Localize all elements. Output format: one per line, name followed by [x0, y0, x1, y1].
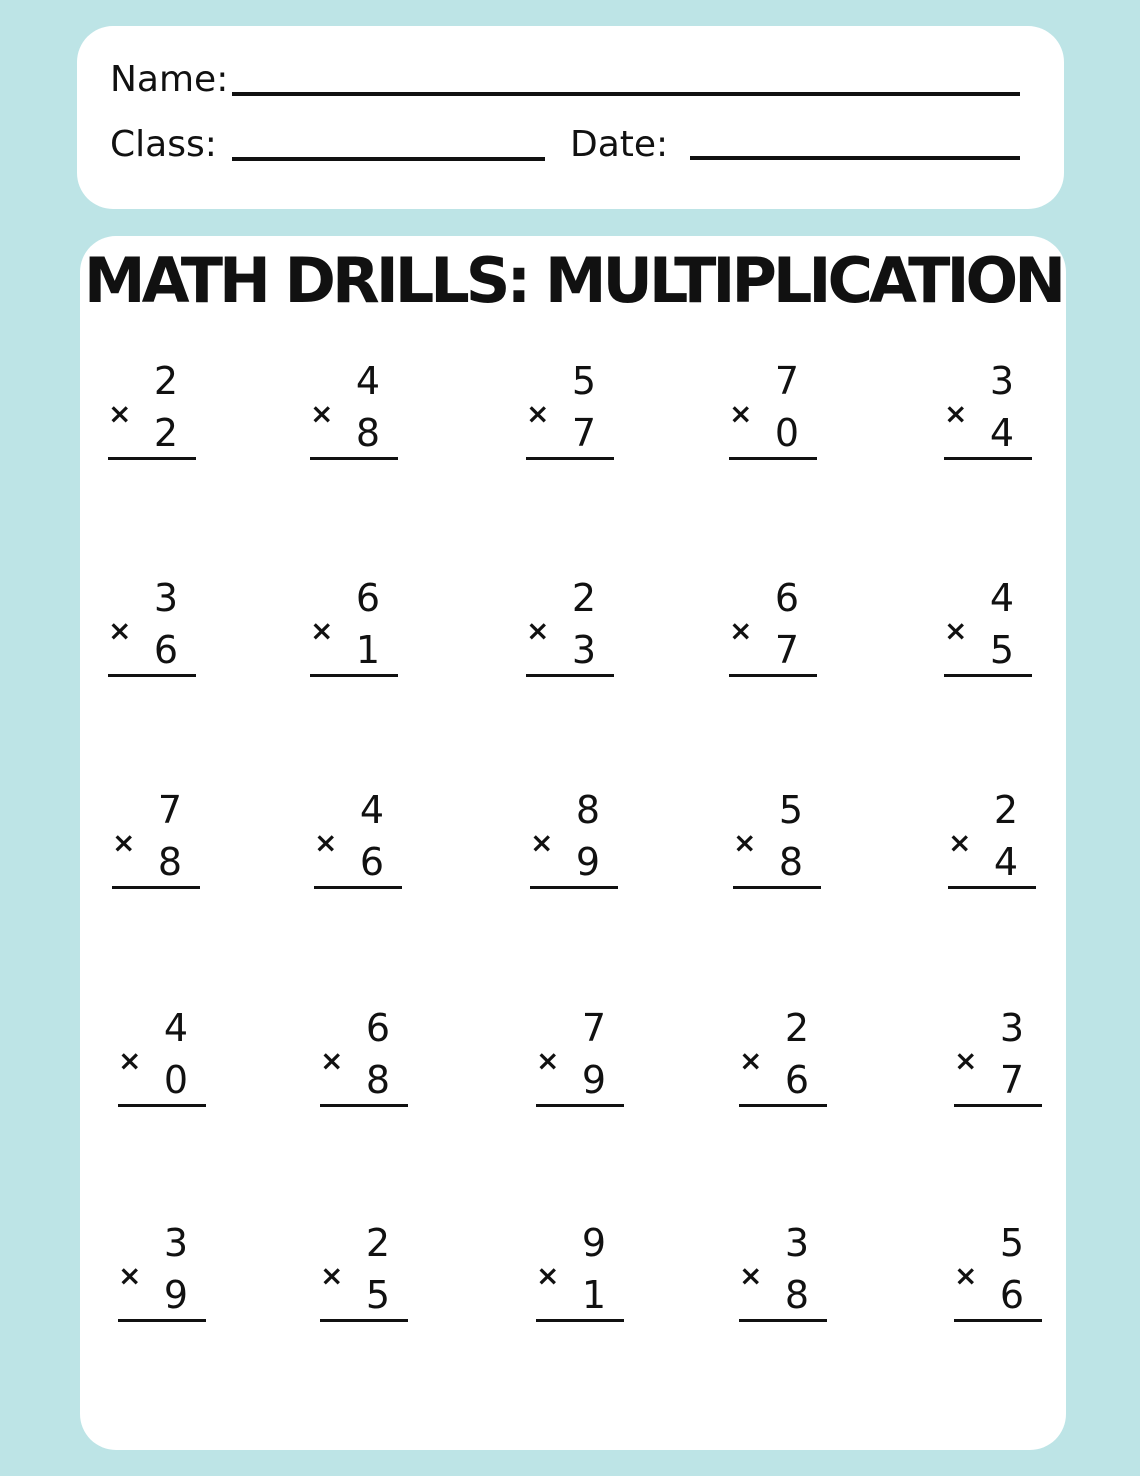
problem-3-4 [733, 788, 821, 891]
times-sign: × [954, 1259, 978, 1292]
problem-4-4 [739, 1006, 827, 1109]
multiplicand: 7 [774, 359, 800, 403]
answer-line [948, 886, 1036, 889]
multiplicand: 2 [571, 576, 597, 620]
times-sign: × [729, 397, 753, 430]
date-label: Date: [570, 124, 669, 165]
multiplicand: 7 [157, 788, 183, 832]
multiplicand: 2 [784, 1006, 810, 1050]
times-sign: × [944, 397, 968, 430]
times-sign: × [118, 1259, 142, 1292]
multiplicand: 5 [778, 788, 804, 832]
problem-1-4 [729, 359, 817, 462]
problem-3-3 [530, 788, 618, 891]
date-line [690, 156, 1020, 160]
drill-card [80, 236, 1066, 1450]
multiplicand: 5 [571, 359, 597, 403]
answer-line [526, 457, 614, 460]
multiplicand: 6 [355, 576, 381, 620]
problem-5-2 [320, 1221, 408, 1324]
times-sign: × [310, 614, 334, 647]
multiplier: 8 [157, 840, 183, 884]
multiplier: 9 [581, 1058, 607, 1102]
problem-2-1 [108, 576, 196, 679]
times-sign: × [739, 1044, 763, 1077]
problem-2-5 [944, 576, 1032, 679]
times-sign: × [729, 614, 753, 647]
problem-4-2 [320, 1006, 408, 1109]
times-sign: × [526, 397, 550, 430]
multiplicand: 3 [163, 1221, 189, 1265]
problem-1-2 [310, 359, 398, 462]
problem-3-2 [314, 788, 402, 891]
multiplier: 3 [571, 628, 597, 672]
times-sign: × [320, 1044, 344, 1077]
problem-1-5 [944, 359, 1032, 462]
answer-line [108, 674, 196, 677]
multiplicand: 9 [581, 1221, 607, 1265]
times-sign: × [948, 826, 972, 859]
multiplicand: 7 [581, 1006, 607, 1050]
answer-line [320, 1104, 408, 1107]
times-sign: × [530, 826, 554, 859]
answer-line [310, 674, 398, 677]
problem-5-1 [118, 1221, 206, 1324]
problem-1-3 [526, 359, 614, 462]
multiplier: 8 [778, 840, 804, 884]
multiplicand: 5 [999, 1221, 1025, 1265]
answer-line [733, 886, 821, 889]
multiplicand: 6 [365, 1006, 391, 1050]
multiplier: 7 [774, 628, 800, 672]
problem-2-2 [310, 576, 398, 679]
multiplier: 4 [989, 411, 1015, 455]
multiplier: 1 [581, 1273, 607, 1317]
multiplier: 7 [999, 1058, 1025, 1102]
times-sign: × [954, 1044, 978, 1077]
times-sign: × [112, 826, 136, 859]
multiplier: 0 [163, 1058, 189, 1102]
multiplier: 8 [355, 411, 381, 455]
problem-4-5 [954, 1006, 1042, 1109]
problem-5-4 [739, 1221, 827, 1324]
multiplier: 8 [784, 1273, 810, 1317]
multiplier: 4 [993, 840, 1019, 884]
multiplicand: 4 [163, 1006, 189, 1050]
class-line [232, 157, 545, 161]
answer-line [310, 457, 398, 460]
problem-2-3 [526, 576, 614, 679]
answer-line [729, 674, 817, 677]
answer-line [944, 674, 1032, 677]
answer-line [739, 1319, 827, 1322]
multiplier: 9 [163, 1273, 189, 1317]
times-sign: × [108, 614, 132, 647]
name-label: Name: [110, 59, 229, 100]
class-label: Class: [110, 124, 217, 165]
times-sign: × [310, 397, 334, 430]
answer-line [112, 886, 200, 889]
problem-5-3 [536, 1221, 624, 1324]
name-line [232, 92, 1020, 96]
problem-3-1 [112, 788, 200, 891]
problem-1-1 [108, 359, 196, 462]
multiplicand: 4 [355, 359, 381, 403]
multiplier: 7 [571, 411, 597, 455]
multiplicand: 8 [575, 788, 601, 832]
multiplicand: 4 [359, 788, 385, 832]
multiplier: 5 [365, 1273, 391, 1317]
multiplier: 6 [359, 840, 385, 884]
multiplier: 5 [989, 628, 1015, 672]
multiplier: 6 [999, 1273, 1025, 1317]
answer-line [954, 1319, 1042, 1322]
multiplicand: 2 [365, 1221, 391, 1265]
answer-line [739, 1104, 827, 1107]
multiplier: 0 [774, 411, 800, 455]
answer-line [536, 1319, 624, 1322]
times-sign: × [314, 826, 338, 859]
times-sign: × [320, 1259, 344, 1292]
answer-line [320, 1319, 408, 1322]
multiplicand: 3 [784, 1221, 810, 1265]
times-sign: × [733, 826, 757, 859]
multiplier: 9 [575, 840, 601, 884]
answer-line [536, 1104, 624, 1107]
answer-line [118, 1104, 206, 1107]
problem-3-5 [948, 788, 1036, 891]
times-sign: × [739, 1259, 763, 1292]
times-sign: × [118, 1044, 142, 1077]
times-sign: × [108, 397, 132, 430]
answer-line [526, 674, 614, 677]
multiplier: 1 [355, 628, 381, 672]
times-sign: × [536, 1259, 560, 1292]
multiplicand: 3 [153, 576, 179, 620]
problem-4-1 [118, 1006, 206, 1109]
answer-line [314, 886, 402, 889]
multiplicand: 3 [999, 1006, 1025, 1050]
times-sign: × [536, 1044, 560, 1077]
problem-4-3 [536, 1006, 624, 1109]
answer-line [118, 1319, 206, 1322]
multiplier: 8 [365, 1058, 391, 1102]
multiplicand: 2 [993, 788, 1019, 832]
answer-line [530, 886, 618, 889]
answer-line [729, 457, 817, 460]
times-sign: × [944, 614, 968, 647]
answer-line [944, 457, 1032, 460]
multiplicand: 3 [989, 359, 1015, 403]
multiplier: 6 [784, 1058, 810, 1102]
multiplier: 6 [153, 628, 179, 672]
multiplicand: 2 [153, 359, 179, 403]
worksheet-title: MATH DRILLS: MULTIPLICATION [83, 244, 1063, 317]
problem-5-5 [954, 1221, 1042, 1324]
answer-line [954, 1104, 1042, 1107]
times-sign: × [526, 614, 550, 647]
problem-2-4 [729, 576, 817, 679]
multiplicand: 4 [989, 576, 1015, 620]
answer-line [108, 457, 196, 460]
multiplier: 2 [153, 411, 179, 455]
multiplicand: 6 [774, 576, 800, 620]
student-info-card [77, 26, 1064, 209]
